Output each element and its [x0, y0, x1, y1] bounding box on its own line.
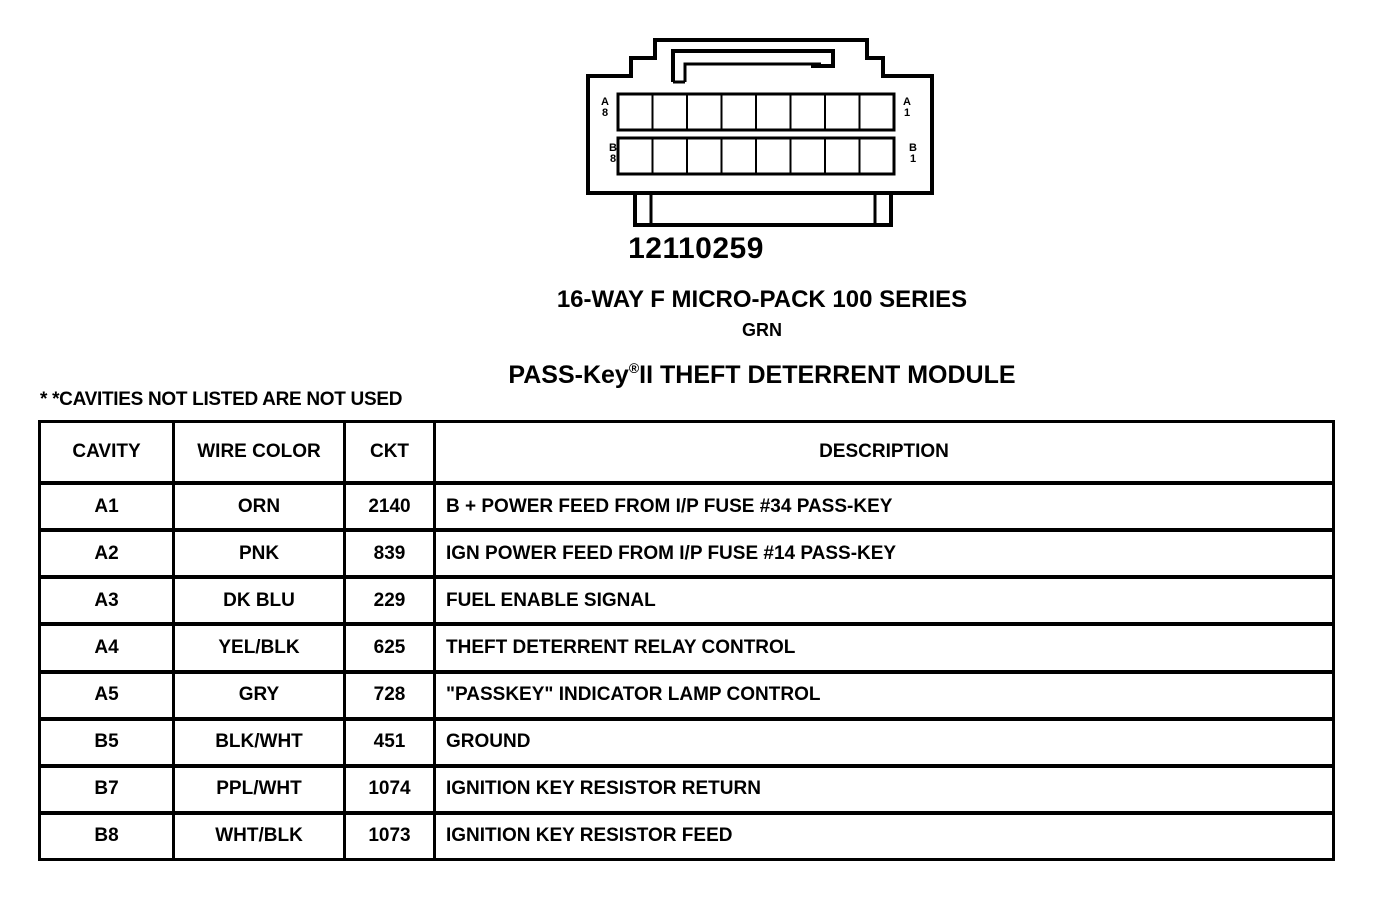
- wire-color-cell: ORN: [174, 483, 345, 530]
- description-cell: "PASSKEY" INDICATOR LAMP CONTROL: [435, 672, 1334, 719]
- wire-color-cell: BLK/WHT: [174, 719, 345, 766]
- header-ckt: CKT: [345, 422, 435, 484]
- ckt-cell: 2140: [345, 483, 435, 530]
- table-header-row: [40, 422, 1334, 484]
- ckt-cell: 451: [345, 719, 435, 766]
- ckt-cell: 229: [345, 577, 435, 624]
- table-row: [40, 530, 1334, 577]
- wire-color-cell: PPL/WHT: [174, 766, 345, 813]
- header-description: DESCRIPTION: [435, 422, 1334, 484]
- connector-diagram: [585, 38, 935, 230]
- table-row: [40, 766, 1334, 813]
- module-title: [0, 360, 1392, 390]
- cavity-cell: B8: [40, 813, 174, 860]
- description-cell: IGNITION KEY RESISTOR RETURN: [435, 766, 1334, 813]
- description-cell: GROUND: [435, 719, 1334, 766]
- wire-color-cell: YEL/BLK: [174, 624, 345, 671]
- row-a-left-label: A 8: [601, 96, 609, 119]
- row-a-right-label: A 1: [903, 96, 911, 119]
- unused-cavities-note: * *CAVITIES NOT LISTED ARE NOT USED: [40, 389, 403, 410]
- module-title-prefix: PASS-Key: [508, 361, 629, 389]
- module-title-suffix: II THEFT DETERRENT MODULE: [639, 361, 1016, 389]
- row-b-right-label: B 1: [909, 142, 917, 165]
- header-cavity: CAVITY: [40, 422, 174, 484]
- wire-color-cell: PNK: [174, 530, 345, 577]
- ckt-cell: 839: [345, 530, 435, 577]
- cavity-cell: A5: [40, 672, 174, 719]
- table-row: [40, 672, 1334, 719]
- registered-mark: ®: [628, 360, 640, 376]
- connector-color: GRN: [742, 320, 782, 340]
- wire-color-cell: DK BLU: [174, 577, 345, 624]
- description-cell: IGN POWER FEED FROM I/P FUSE #14 PASS-KEY: [435, 530, 1334, 577]
- ckt-cell: 728: [345, 672, 435, 719]
- table-row: [40, 813, 1334, 860]
- connector-outline: [585, 38, 935, 230]
- description-cell: FUEL ENABLE SIGNAL: [435, 577, 1334, 624]
- wire-color-cell: WHT/BLK: [174, 813, 345, 860]
- part-number: 12110259: [628, 232, 764, 265]
- description-cell: IGNITION KEY RESISTOR FEED: [435, 813, 1334, 860]
- description-cell: THEFT DETERRENT RELAY CONTROL: [435, 624, 1334, 671]
- ckt-cell: 1074: [345, 766, 435, 813]
- cavity-cell: B7: [40, 766, 174, 813]
- table-row: [40, 719, 1334, 766]
- wire-color-cell: GRY: [174, 672, 345, 719]
- connector-type: 16-WAY F MICRO-PACK 100 SERIES: [556, 286, 968, 313]
- table-row: [40, 577, 1334, 624]
- header-wire-color: WIRE COLOR: [174, 422, 345, 484]
- cavity-cell: A1: [40, 483, 174, 530]
- cavity-cell: B5: [40, 719, 174, 766]
- cavity-cell: A2: [40, 530, 174, 577]
- cavity-cell: A4: [40, 624, 174, 671]
- row-b-left-label: B 8: [609, 142, 617, 165]
- description-cell: B + POWER FEED FROM I/P FUSE #34 PASS-KEY: [435, 483, 1334, 530]
- table-row: [40, 483, 1334, 530]
- ckt-cell: 625: [345, 624, 435, 671]
- ckt-cell: 1073: [345, 813, 435, 860]
- pinout-table: [38, 420, 1335, 861]
- cavity-cell: A3: [40, 577, 174, 624]
- table-row: [40, 624, 1334, 671]
